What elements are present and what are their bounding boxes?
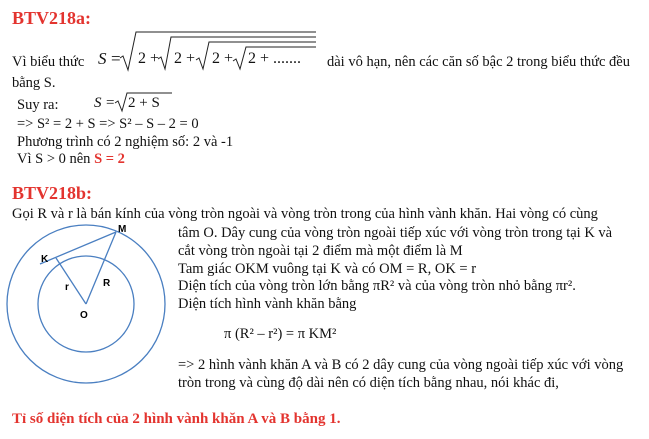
final-conclusion: Tỉ số diện tích của 2 hình vành khăn A và B bằng 1. [12, 411, 341, 427]
conclusion-answer: S = 2 [94, 151, 125, 167]
suy-ra-S: S [94, 95, 102, 111]
line-dien-tich: Diện tích của vòng tròn lớn bằng πR² và của vòng tròn nhỏ bằng πr². [178, 278, 576, 294]
radius-OK [56, 258, 86, 304]
part-b-title: BTV218b: [12, 183, 93, 203]
suy-ra-equals: = [106, 95, 115, 111]
formula-term-4: 2 + ....... [248, 50, 302, 67]
suy-ra-label: Suy ra: [17, 97, 59, 113]
part-a-line2: bằng S. [12, 75, 56, 91]
label-O: O [80, 310, 88, 321]
formula-S: S [98, 49, 107, 68]
line-implies-1: => 2 hình vành khăn A và B có 2 dây cung của vòng ngoài tiếp xúc với vòng [178, 357, 624, 373]
suy-ra-radicand: 2 + S [128, 95, 160, 111]
annulus-diagram [0, 222, 178, 407]
line-cat: cắt vòng tròn ngoài tại 2 điểm mà một điểm là M [178, 243, 463, 259]
area-formula: π (R² – r²) = π KM² [224, 326, 337, 342]
roots-line: Phương trình có 2 nghiệm số: 2 và -1 [17, 134, 234, 150]
part-a-title: BTV218a: [12, 8, 92, 28]
part-a-line1-suffix: dài vô hạn, nên các căn số bậc 2 trong biểu thức đều [327, 54, 630, 70]
label-R: R [103, 278, 111, 289]
conclusion-line [17, 151, 125, 168]
line-tam-giac: Tam giác OKM vuông tại K và có OM = R, OK = r [178, 261, 477, 277]
part-a-line1-prefix: Vì biểu thức [12, 54, 85, 70]
formula-term-3: 2 + [212, 50, 234, 67]
equation-line: => S² = 2 + S => S² – S – 2 = 0 [17, 116, 199, 132]
formula-term-2: 2 + [174, 50, 196, 67]
line-tam: tâm O. Dây cung của vòng tròn ngoài tiếp xúc với vòng tròn trong tại K và [178, 225, 613, 241]
part-b-intro: Gọi R và r là bán kính của vòng tròn ngoài và vòng tròn trong của hình vành khăn. Hai vòng có cùng [12, 206, 598, 222]
line-implies-2: tròn trong và cùng độ dài nên có diện tích bằng nhau, nói khác đi, [178, 375, 559, 391]
label-K: K [41, 254, 49, 265]
formula-equals: = [111, 49, 121, 68]
formula-term-1: 2 + [138, 50, 160, 67]
label-M: M [118, 224, 127, 235]
line-vanh-khan: Diện tích hình vành khăn bằng [178, 296, 357, 312]
label-r: r [65, 282, 69, 293]
conclusion-prefix: Vì S > 0 nên [17, 151, 95, 167]
